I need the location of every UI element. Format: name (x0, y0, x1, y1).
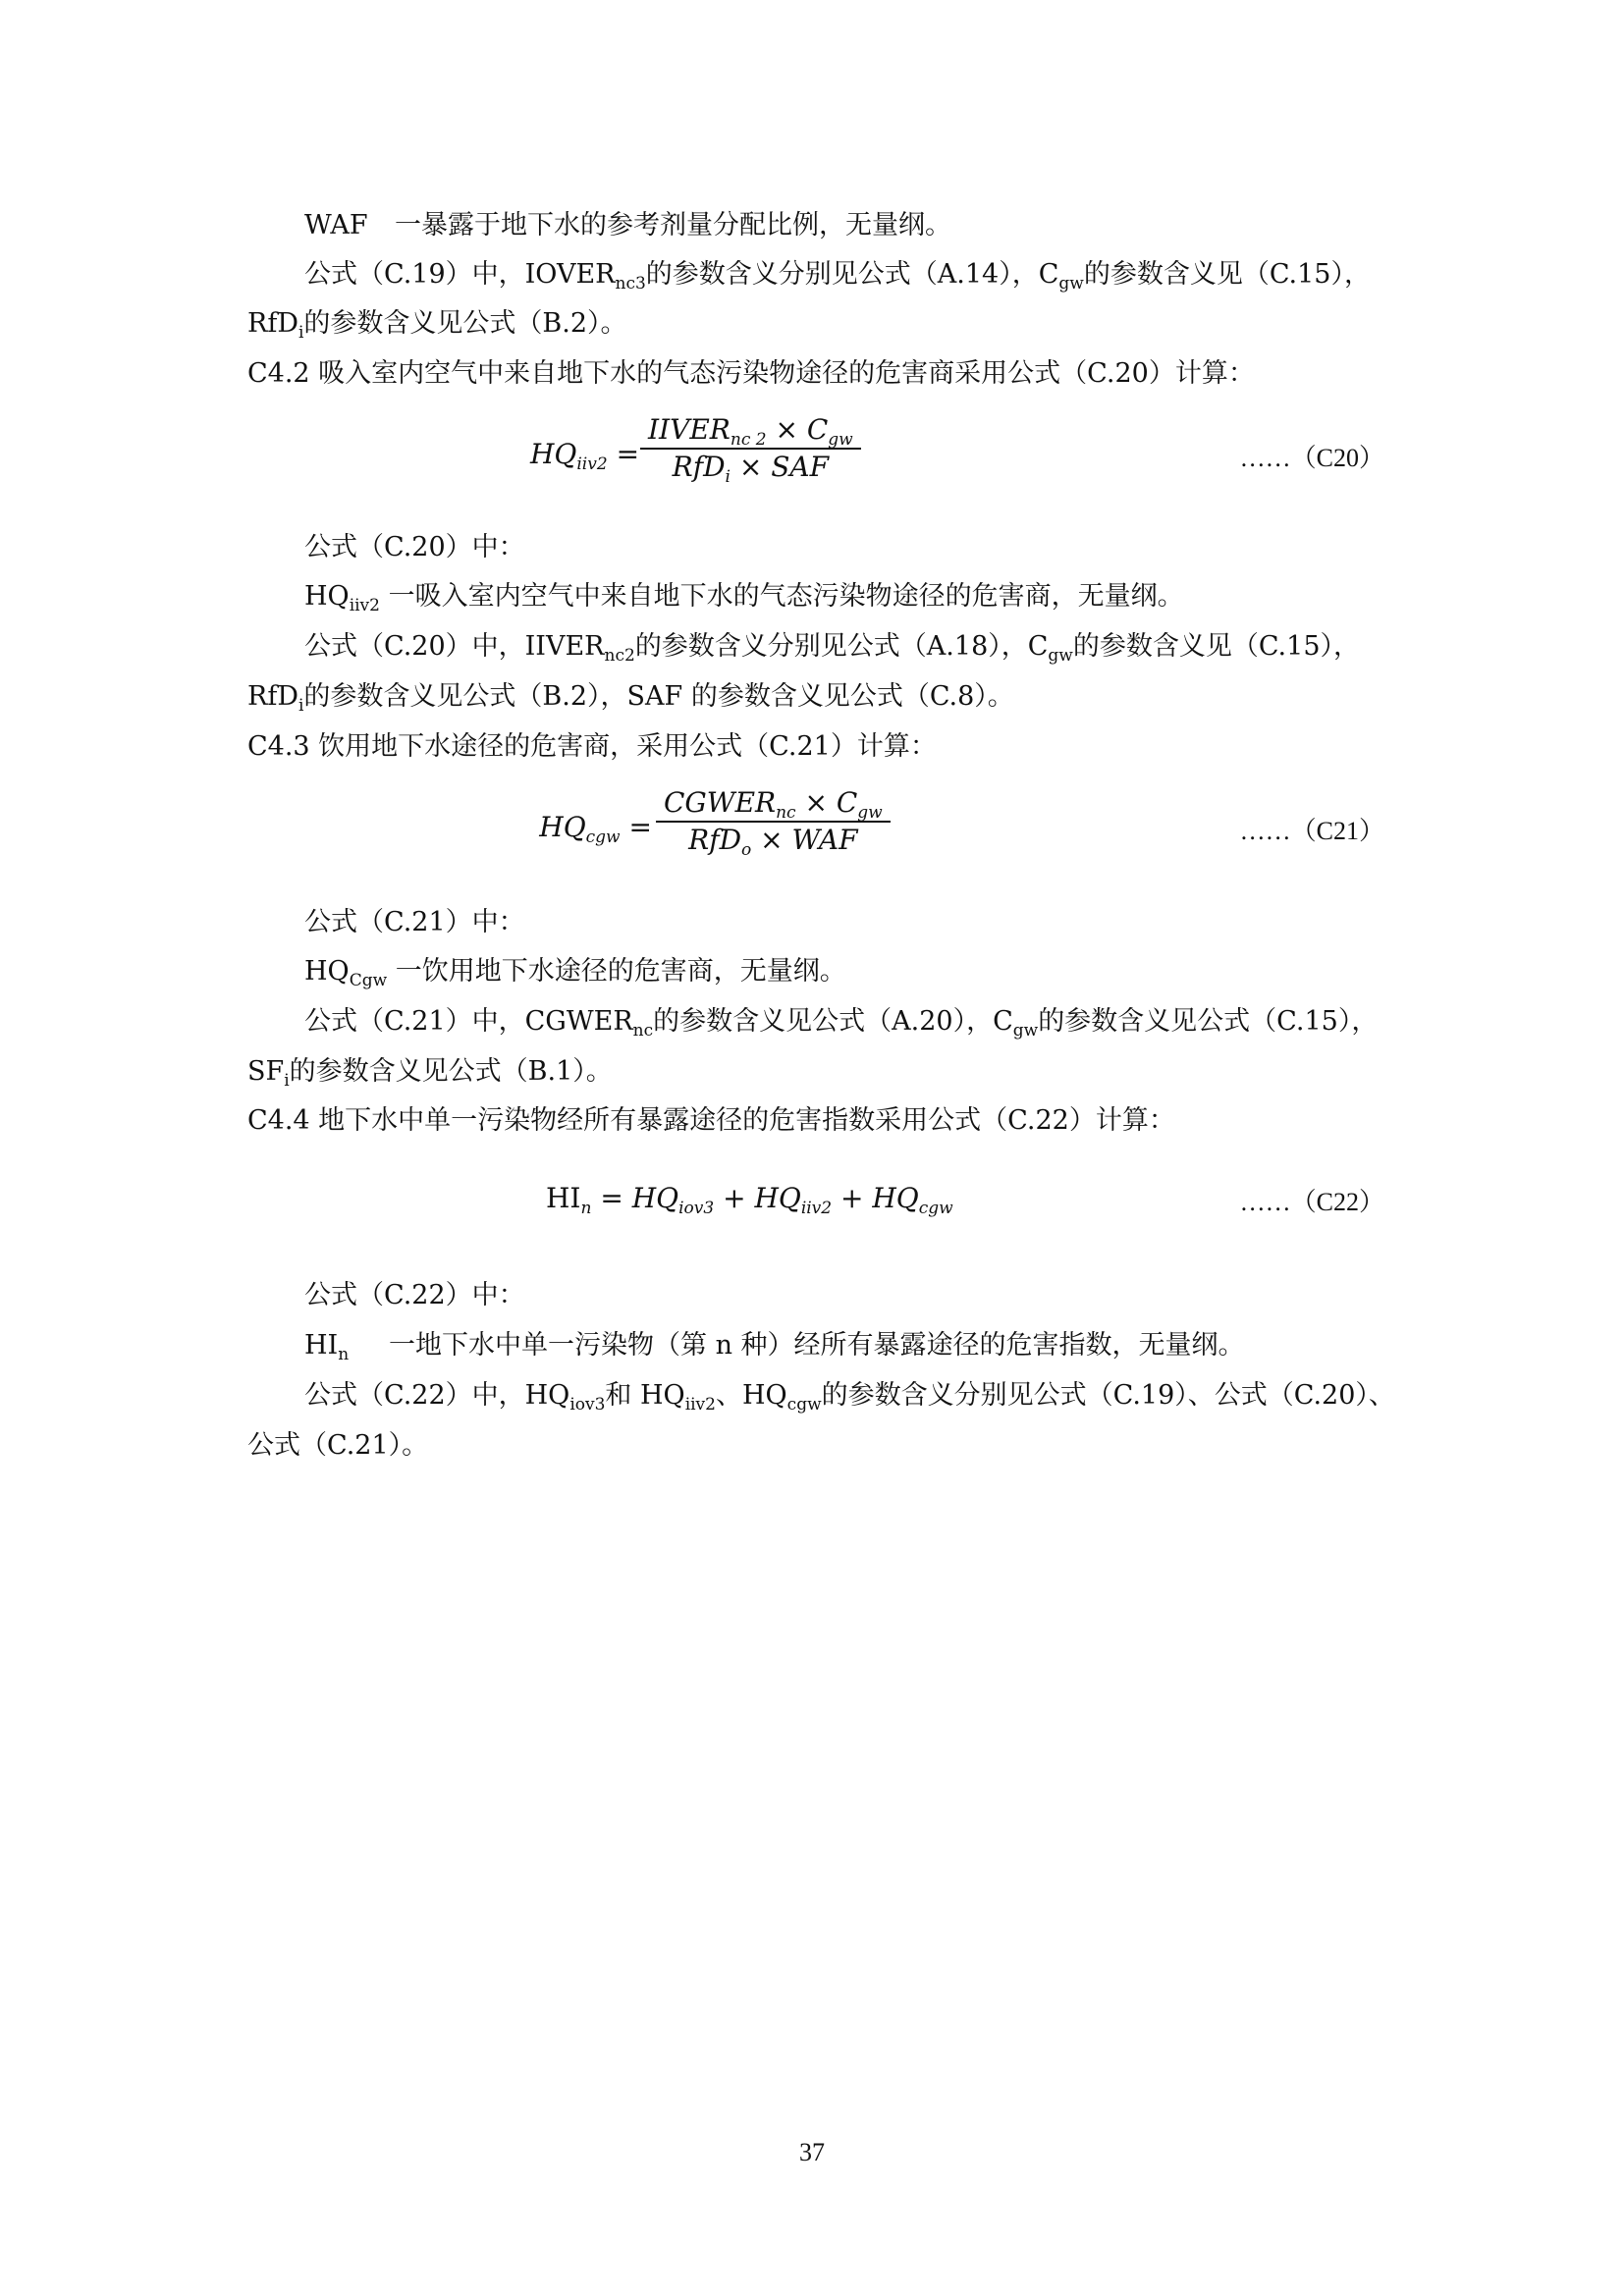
text-run: 的参数含义见公式（B.1）。 (289, 1056, 613, 1087)
subscript: cgw (585, 828, 621, 847)
text-run: 的参数含义见公式（A.20），C (653, 1006, 1013, 1037)
equation-fraction (656, 785, 891, 858)
c20-label (0, 530, 1624, 565)
text-run: 的参数含义见（C.15）， (1072, 631, 1360, 662)
subscript: i (298, 696, 304, 716)
c19-note-line2 (0, 306, 1624, 342)
text-run: 公式（C.19）中，IOVER (304, 259, 616, 290)
c22-note-line2 (0, 1428, 1624, 1464)
term: CGWER (664, 786, 777, 819)
lhs-symbol: HQ (530, 438, 577, 470)
subscript: n (580, 1199, 592, 1218)
hin-definition (0, 1328, 1624, 1363)
equation-number: ……（C21） (1239, 817, 1384, 845)
symbol: HQ (304, 956, 350, 987)
subscript: gw (1058, 274, 1084, 294)
label-text: 公式（C.22）中： (304, 1280, 525, 1310)
subscript: iov3 (569, 1395, 606, 1415)
subscript: i (725, 467, 731, 487)
denominator (656, 823, 891, 858)
text-run: RfD (247, 681, 298, 712)
equation-lhs: $HQ_{cgw}$ = (539, 811, 652, 847)
c21-label (0, 905, 1624, 940)
equation-number: ……（C20） (1239, 444, 1384, 472)
label-text: 公式（C.20）中： (304, 532, 525, 562)
term: RfD (688, 824, 742, 856)
waf-symbol: WAF (304, 210, 368, 240)
subscript: iiv2 (800, 1199, 833, 1218)
subscript: nc 2 (730, 430, 767, 450)
definition-text: 一饮用地下水途径的危害商，无量纲。 (395, 956, 846, 987)
c21-note-line2 (0, 1054, 1624, 1090)
term: × WAF (751, 824, 858, 856)
heading-text: C4.2 吸入室内空气中来自地下水的气态污染物途径的危害商采用公式（C.20）计算： (247, 358, 1255, 389)
symbol: HI (304, 1330, 339, 1361)
subscript: i (298, 323, 304, 343)
equation-c22 (0, 1178, 1624, 1227)
term: HQ (872, 1182, 919, 1214)
text-run: 的参数含义见（C.15）， (1083, 259, 1371, 290)
subscript: gw (857, 803, 883, 823)
text-run: 的参数含义分别见公式（A.14），C (645, 259, 1059, 290)
lhs-symbol: HI (546, 1182, 581, 1214)
heading-text: C4.4 地下水中单一污染物经所有暴露途径的危害指数采用公式（C.22）计算： (247, 1105, 1175, 1136)
text-run: 公式（C.22）中，HQ (304, 1380, 570, 1411)
c20-note-line2 (0, 679, 1624, 715)
c22-note-line1 (0, 1378, 1624, 1414)
definition-text: 一吸入室内空气中来自地下水的气态污染物途径的危害商，无量纲。 (388, 581, 1184, 612)
text-run: SF (247, 1056, 285, 1087)
text-run: 的参数含义见公式（B.2）。 (303, 308, 627, 339)
text-run: 的参数含义见公式（C.15）， (1038, 1006, 1379, 1037)
term: × C (795, 786, 858, 819)
equation-expression: $HI_n = HQ_{iov3} + HQ_{iiv2} + HQ_{cgw}$ (546, 1182, 953, 1218)
section-c4-4-heading (0, 1103, 1624, 1139)
subscript: iiv2 (684, 1395, 716, 1415)
subscript: gw (1012, 1021, 1039, 1041)
c19-note-line1 (0, 257, 1624, 293)
equation-fraction (640, 412, 861, 485)
equation-lhs: $HQ_{iiv2}$ = (530, 438, 640, 474)
text-run: 和 HQ (605, 1380, 685, 1411)
definition-text: 一地下水中单一污染物（第 n 种）经所有暴露途径的危害指数，无量纲。 (389, 1330, 1245, 1361)
hqiiv2-definition (0, 579, 1624, 614)
term: × SAF (730, 451, 830, 483)
equation-number: ……（C22） (1239, 1188, 1384, 1216)
page-number: 37 (799, 2138, 825, 2166)
text-run: 公式（C.20）中，IIVER (304, 631, 605, 662)
term: HQ (631, 1182, 679, 1214)
numerator (640, 412, 861, 448)
c22-label (0, 1278, 1624, 1313)
subscript: iiv2 (349, 596, 380, 615)
c20-note-line1 (0, 629, 1624, 665)
lhs-symbol: HQ (539, 811, 586, 843)
section-c4-3-heading (0, 729, 1624, 765)
subscript: o (741, 840, 752, 860)
equation-c20 (0, 412, 1624, 501)
text-run: 的参数含义分别见公式（A.18），C (634, 631, 1049, 662)
subscript: gw (1048, 646, 1073, 666)
term: × C (766, 413, 829, 446)
subscript: cgw (786, 1395, 822, 1415)
text-run: RfD (247, 308, 298, 339)
term: IIVER (648, 413, 731, 446)
subscript: nc (776, 803, 796, 823)
text-run: 的参数含义见公式（B.2），SAF 的参数含义见公式（C.8）。 (303, 681, 1014, 712)
subscript: n (338, 1345, 350, 1364)
text-run: 公式（C.21）。 (247, 1430, 429, 1461)
denominator (640, 450, 861, 485)
text-run: 的参数含义分别见公式（C.19）、公式（C.20）、 (821, 1380, 1395, 1411)
subscript: cgw (918, 1199, 953, 1218)
subscript: iiv2 (576, 454, 608, 474)
subscript: nc3 (615, 274, 646, 294)
symbol: HQ (304, 581, 350, 612)
subscript: iov3 (678, 1199, 715, 1218)
subscript: nc2 (604, 646, 635, 666)
label-text: 公式（C.21）中： (304, 907, 525, 937)
waf-definition (0, 208, 1624, 243)
term: HQ (754, 1182, 801, 1214)
subscript: nc (632, 1021, 654, 1041)
equation-c21 (0, 785, 1624, 874)
c21-note-line1 (0, 1004, 1624, 1040)
hqcgw-definition (0, 954, 1624, 989)
subscript: Cgw (349, 971, 388, 990)
section-c4-2-heading (0, 356, 1624, 392)
subscript: gw (828, 430, 853, 450)
heading-text: C4.3 饮用地下水途径的危害商，采用公式（C.21）计算： (247, 731, 937, 762)
text-run: 、HQ (715, 1380, 787, 1411)
subscript: i (284, 1071, 290, 1091)
waf-text: 一暴露于地下水的参考剂量分配比例，无量纲。 (395, 210, 951, 240)
numerator (656, 785, 891, 821)
term: RfD (672, 451, 726, 483)
text-run: 公式（C.21）中，CGWER (304, 1006, 633, 1037)
